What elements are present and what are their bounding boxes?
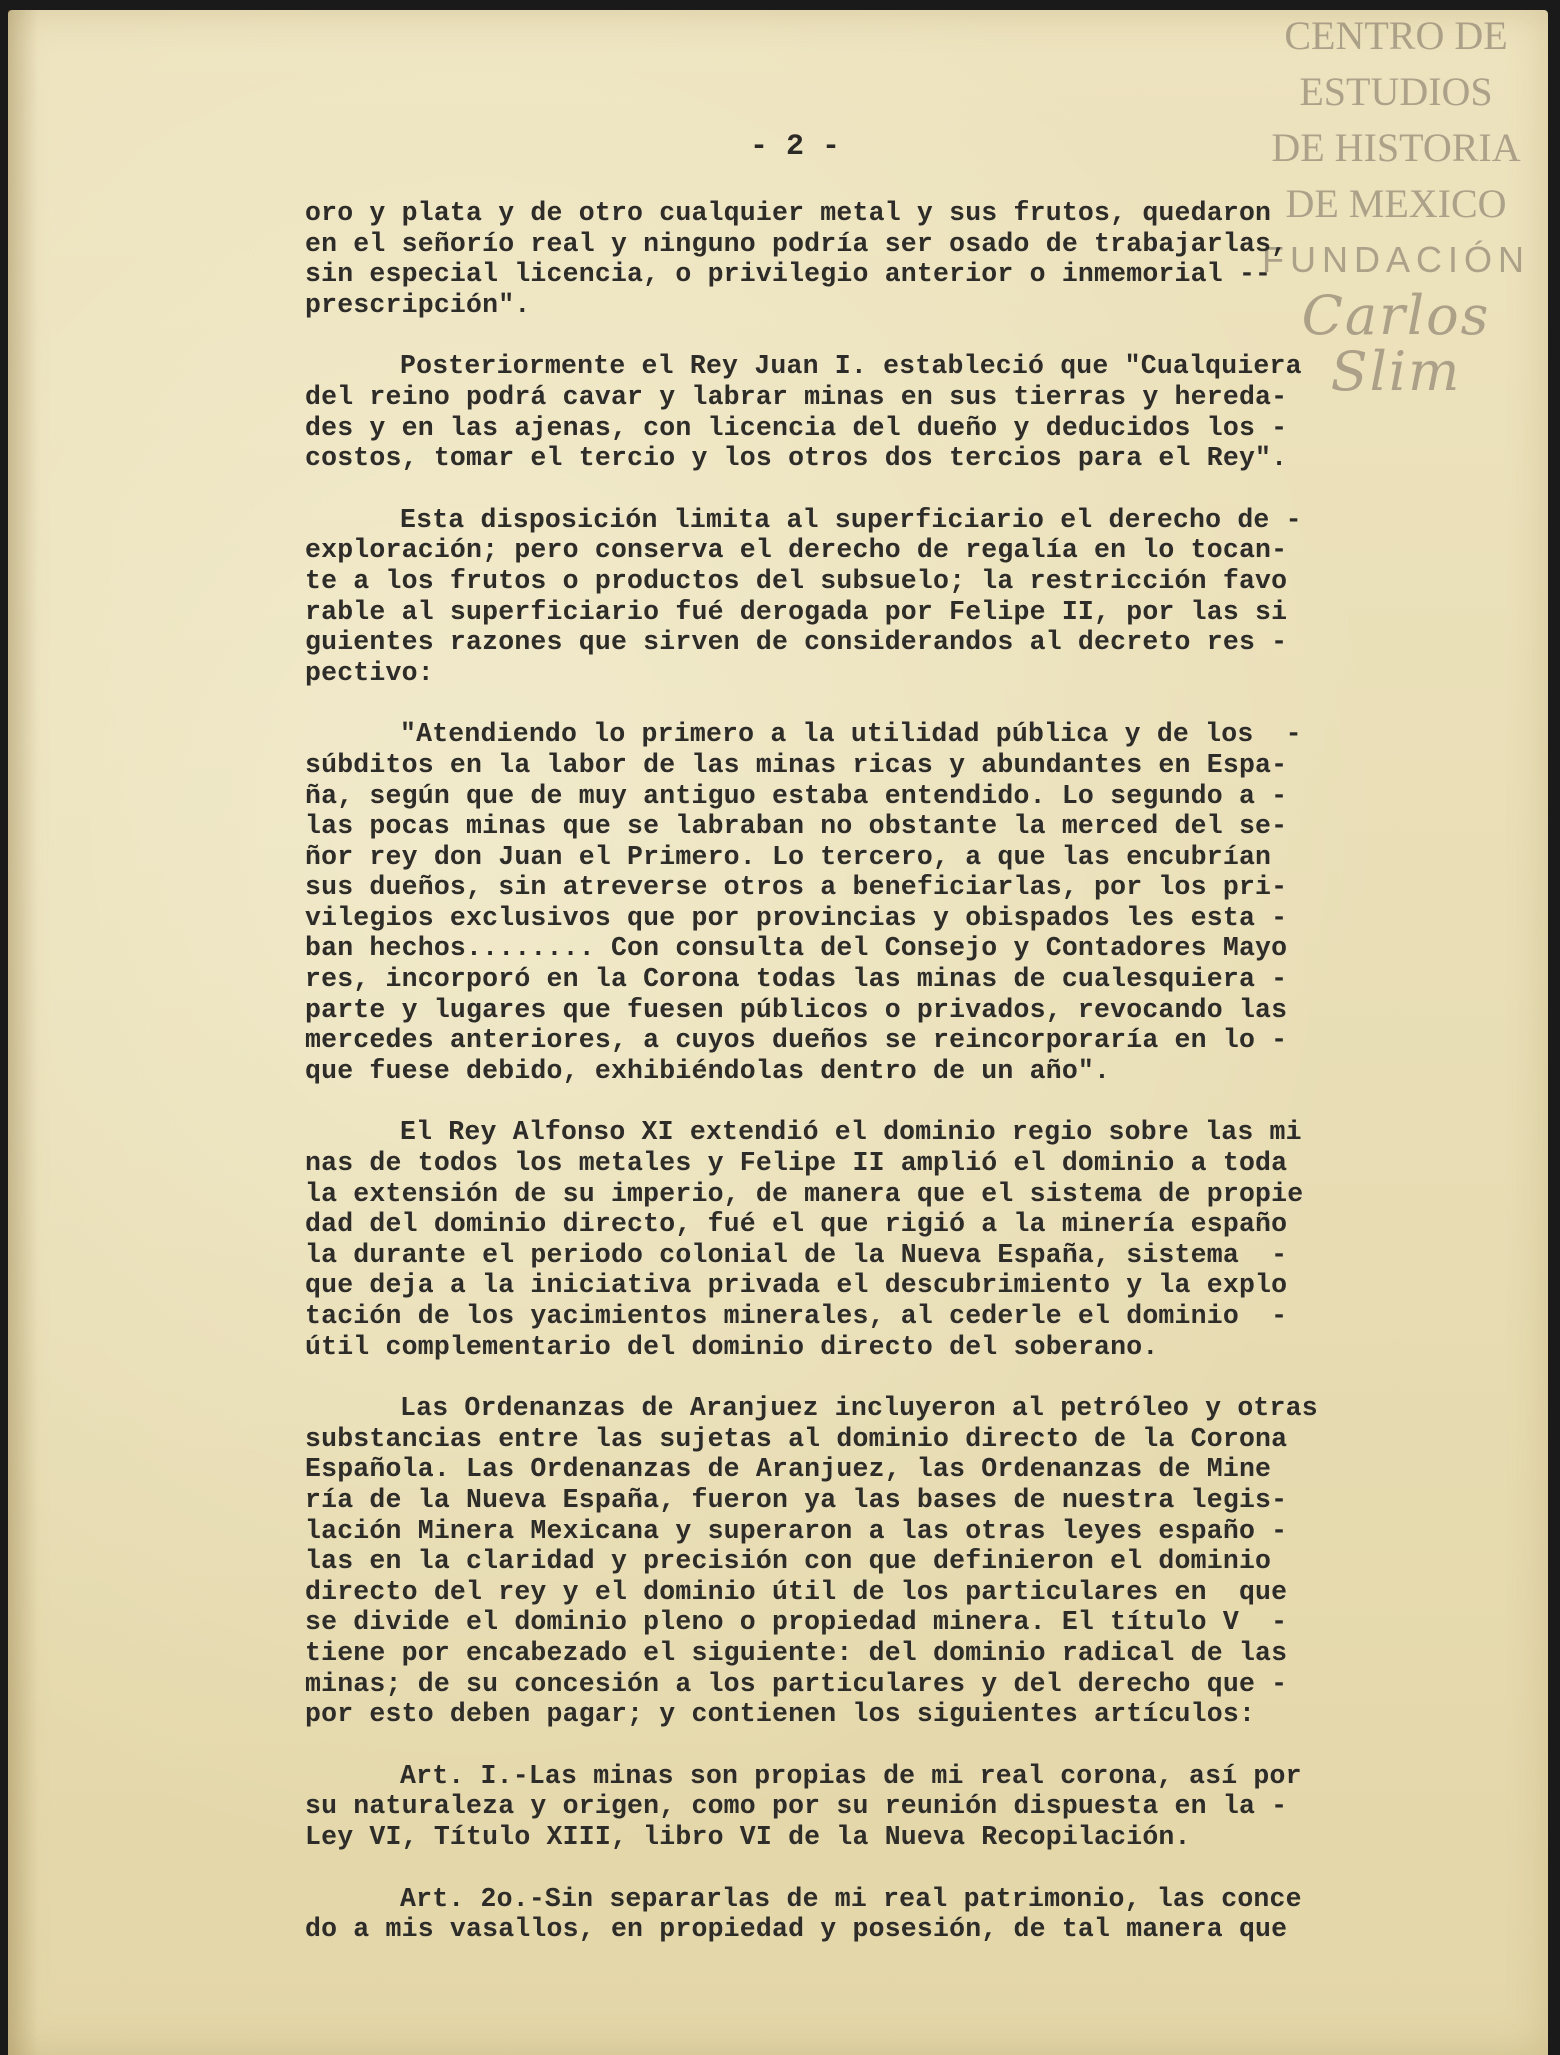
text-line: sus dueños, sin atreverse otros a beneficiarlas, por los pri-	[305, 872, 1288, 903]
paragraph-6	[305, 1393, 1455, 1730]
text-line: Ley VI, Título XIII, libro VI de la Nueva Recopilación.	[305, 1821, 1191, 1852]
paragraph-4-quote	[305, 719, 1455, 1086]
text-line: exploración; pero conserva el derecho de regalía en lo tocan-	[305, 535, 1288, 566]
text-line: del reino podrá cavar y labrar minas en sus tierras y hereda-	[305, 381, 1288, 412]
text-line: ña, según que de muy antiguo estaba entendido. Lo segundo a -	[305, 780, 1288, 811]
text-line: se divide el dominio pleno o propiedad minera. El título V -	[305, 1607, 1288, 1638]
text-line: Las Ordenanzas de Aranjuez incluyeron al petróleo y otras	[400, 1393, 1318, 1424]
text-line: ban hechos........ Con consulta del Consejo y Contadores Mayo	[305, 933, 1288, 964]
text-line: parte y lugares que fuesen públicos o privados, revocando las	[305, 994, 1288, 1025]
text-line: directo del rey y el dominio útil de los particulares en que	[305, 1576, 1288, 1607]
text-line: rable al superficiario fué derogada por Felipe II, por las si	[305, 596, 1288, 627]
text-line: pectivo:	[305, 657, 434, 688]
watermark-line-2: ESTUDIOS	[1299, 69, 1493, 114]
text-line: vilegios exclusivos que por provincias y obispados les esta -	[305, 902, 1288, 933]
text-line: la extensión de su imperio, de manera que el sistema de propie	[305, 1178, 1304, 1209]
document-body	[305, 198, 1455, 1976]
text-line: substancias entre las sujetas al dominio directo de la Corona	[305, 1423, 1288, 1454]
watermark-line-4: DE MEXICO	[1285, 181, 1507, 226]
text-line: do a mis vasallos, en propiedad y posesión, de tal manera que	[305, 1914, 1288, 1945]
text-line: lación Minera Mexicana y superaron a las otras leyes españo -	[305, 1515, 1288, 1546]
text-line: útil complementario del dominio directo del soberano.	[305, 1331, 1159, 1362]
text-line: Española. Las Ordenanzas de Aranjuez, las Ordenanzas de Mine	[305, 1454, 1272, 1485]
text-line: por esto deben pagar; y contienen los siguientes artículos:	[305, 1699, 1256, 1730]
watermark-line-3: DE HISTORIA	[1271, 125, 1521, 170]
text-line: minas; de su concesión a los particulares y del derecho que -	[305, 1668, 1288, 1699]
text-line: Posteriormente el Rey Juan I. estableció que "Cualquiera	[400, 351, 1302, 382]
text-line: mercedes anteriores, a cuyos dueños se reincorporaría en lo -	[305, 1025, 1288, 1056]
paragraph-8-article-2	[305, 1884, 1455, 1945]
paragraph-2	[305, 351, 1455, 473]
text-line: res, incorporó en la Corona todas las minas de cualesquiera -	[305, 964, 1288, 995]
text-line: tiene por encabezado el siguiente: del dominio radical de las	[305, 1637, 1288, 1668]
paragraph-1	[305, 198, 1455, 320]
paragraph-3	[305, 505, 1455, 689]
text-line: su naturaleza y origen, como por su reunión dispuesta en la -	[305, 1791, 1288, 1822]
page-number: - 2 -	[749, 130, 840, 164]
text-line: sin especial licencia, o privilegio anterior o inmemorial --	[305, 259, 1272, 290]
text-line: que deja a la iniciativa privada el descubrimiento y la explo	[305, 1270, 1288, 1301]
text-line: las en la claridad y precisión con que definieron el dominio	[305, 1546, 1272, 1577]
text-line: ñor rey don Juan el Primero. Lo tercero, a que las encubrían	[305, 841, 1272, 872]
text-line: ría de la Nueva España, fueron ya las bases de nuestra legis-	[305, 1484, 1288, 1515]
text-line: oro y plata y de otro cualquier metal y sus frutos, quedaron	[305, 198, 1272, 228]
text-line: guientes razones que sirven de considerandos al decreto res -	[305, 627, 1288, 658]
text-line: "Atendiendo lo primero a la utilidad pública y de los -	[400, 719, 1302, 750]
watermark-foundation: FUNDACIÓN	[1262, 239, 1530, 280]
text-line: te a los frutos o productos del subsuelo; la restricción favo	[305, 565, 1288, 596]
text-line: Art. I.-Las minas son propias de mi real corona, así por	[400, 1760, 1302, 1791]
text-line: Esta disposición limita al superficiario el derecho de -	[400, 504, 1302, 535]
text-line: prescripción".	[305, 289, 531, 320]
text-line: El Rey Alfonso XI extendió el dominio regio sobre las mi	[400, 1117, 1302, 1148]
text-line: Art. 2o.-Sin separarlas de mi real patrimonio, las conce	[400, 1883, 1302, 1914]
text-line: súbditos en la labor de las minas ricas y abundantes en Espa-	[305, 749, 1288, 780]
watermark-line-1: CENTRO DE	[1284, 13, 1508, 58]
paragraph-5	[305, 1117, 1455, 1362]
paragraph-7-article-1	[305, 1761, 1455, 1853]
text-line: en el señorío real y ninguno podría ser osado de trabajarlas,	[305, 228, 1288, 259]
paper-edge-stain	[8, 10, 38, 2055]
text-line: dad del dominio directo, fué el que rigió a la minería españo	[305, 1209, 1288, 1240]
watermark-signature: Carlos Slim	[1301, 284, 1491, 403]
text-line: costos, tomar el tercio y los otros dos tercios para el Rey".	[305, 443, 1288, 474]
text-line: des y en las ajenas, con licencia del dueño y deducidos los -	[305, 412, 1288, 443]
text-line: tación de los yacimientos minerales, al cederle el dominio -	[305, 1301, 1288, 1331]
text-line: nas de todos los metales y Felipe II amplió el dominio a toda	[305, 1148, 1288, 1179]
text-line: la durante el periodo colonial de la Nueva España, sistema -	[305, 1239, 1288, 1270]
text-line: las pocas minas que se labraban no obstante la merced del se-	[305, 811, 1288, 842]
text-line: que fuese debido, exhibiéndolas dentro de un año".	[305, 1055, 1111, 1086]
